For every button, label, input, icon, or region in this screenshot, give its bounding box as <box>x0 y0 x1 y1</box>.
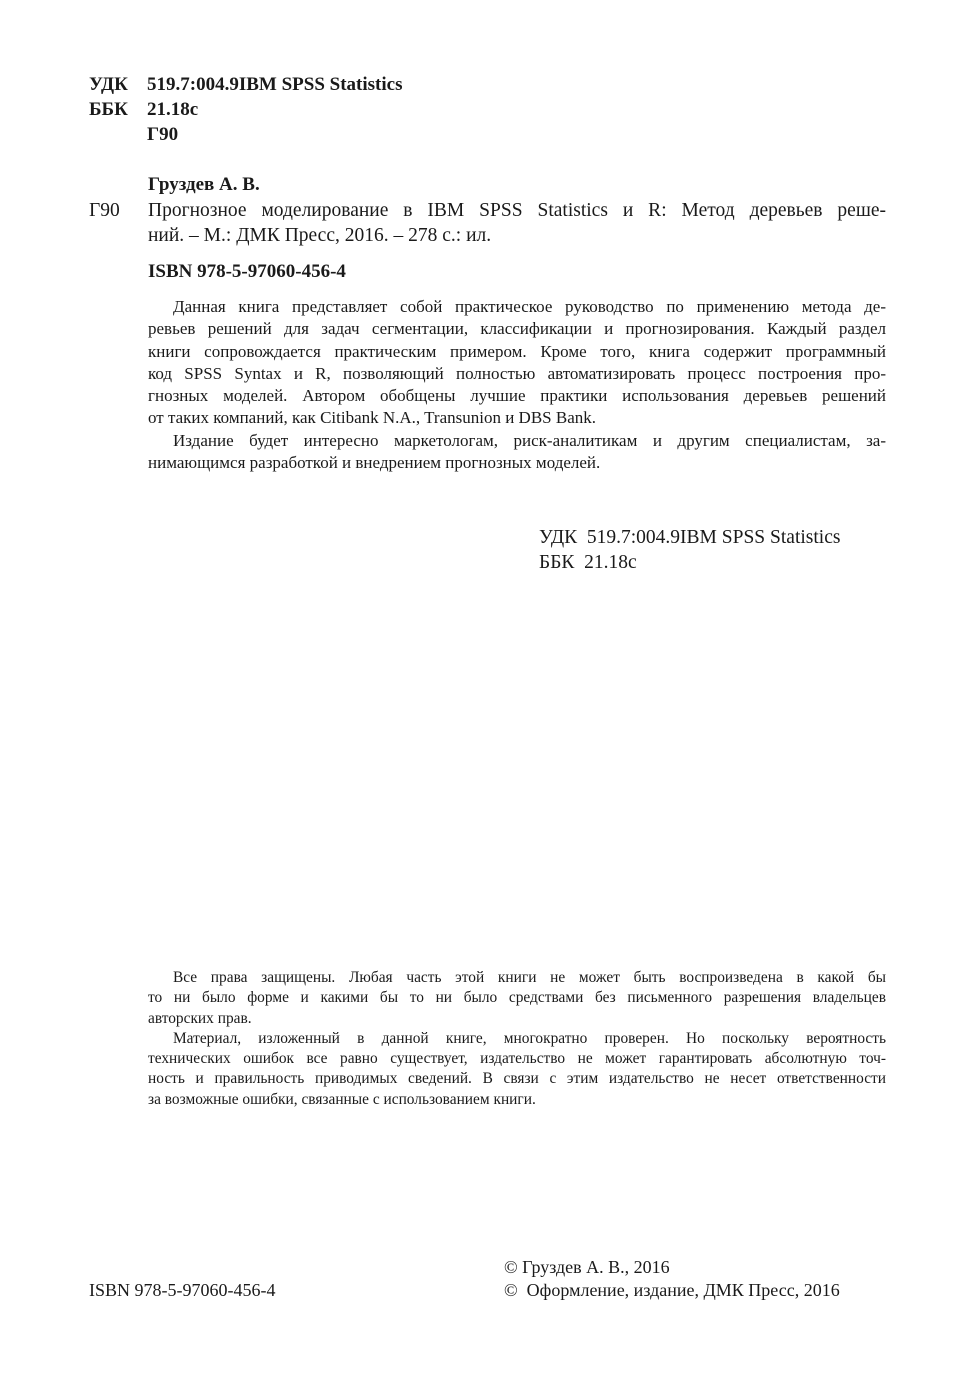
annotation <box>148 296 886 474</box>
book-title-line1: Прогнозное моделирование в IBM SPSS Statistics и R: Метод деревьев реше- <box>148 200 886 221</box>
rights-paragraph-2 <box>148 1029 886 1110</box>
bbk-header <box>89 99 489 123</box>
udk-label: УДК <box>89 74 128 95</box>
classification-bbk: ББК 21.18с <box>539 552 637 573</box>
classification-udk: УДК 519.7:004.9IBM SPSS Statistics <box>539 527 841 548</box>
copyright-author: © Груздев А. В., 2016 <box>504 1257 670 1277</box>
annotation-line: от таких компаний, как Citibank N.A., Transunion и DBS Bank. <box>148 408 597 428</box>
rights-paragraph-1 <box>148 968 886 1029</box>
book-title-line2: ний. – М.: ДМК Пресс, 2016. – 278 с.: ил. <box>148 225 492 246</box>
annotation-line: ревьев решений для задач сегментации, классификации и прогнозирования. Каждый раздел <box>148 319 886 339</box>
author-mark: Г90 <box>89 200 120 221</box>
bbk-value: 21.18с <box>147 99 199 120</box>
rights-line: авторских прав. <box>148 1009 252 1027</box>
rights-line: ность и правильность приводимых сведений. В связи с этим издательство не несет ответственности <box>148 1070 886 1088</box>
isbn-entry: ISBN 978-5-97060-456-4 <box>148 261 346 282</box>
author-name: Груздев А. В. <box>148 174 260 195</box>
rights-line: то ни было форме и какими бы то ни было средствами без письменного разрешения владельцев <box>148 989 886 1007</box>
annotation-line: гнозных моделей. Автором обобщены лучшие практики использования деревьев решений <box>148 386 886 406</box>
annotation-line: Данная книга представляет собой практическое руководство по применению метода де- <box>173 297 886 316</box>
annotation-line: нимающимся разработкой и внедрением прогнозных моделей. <box>148 453 601 473</box>
annotation-line: книги сопровождается практическим примером. Кроме того, книга содержит программный <box>148 341 886 361</box>
udk-value: 519.7:004.9IBM SPSS Statistics <box>147 74 403 95</box>
annotation-paragraph-1 <box>148 296 886 430</box>
rights-line: Все права защищены. Любая часть этой книги не может быть воспроизведена в какой бы <box>173 969 886 986</box>
rights-notice <box>148 968 886 1110</box>
rights-line: за возможные ошибки, связанные с использованием книги. <box>148 1090 536 1108</box>
annotation-paragraph-2 <box>148 430 886 475</box>
udk-header <box>89 74 489 98</box>
annotation-line: Издание будет интересно маркетологам, риск-аналитикам и другим специалистам, за- <box>173 430 886 450</box>
annotation-line: код SPSS Syntax и R, позволяющий полностью автоматизировать процесс построения про- <box>148 363 886 383</box>
bbk-label: ББК <box>89 99 128 120</box>
rights-line: технических ошибок все равно существует, издательство не может гарантировать абсолютную точ- <box>148 1050 886 1068</box>
copyright-publisher: © Оформление, издание, ДМК Пресс, 2016 <box>504 1280 840 1300</box>
footer-isbn: ISBN 978-5-97060-456-4 <box>89 1280 276 1300</box>
rights-line: Материал, изложенный в данной книге, многократно проверен. Но поскольку вероятность <box>173 1029 886 1047</box>
author-mark-header: Г90 <box>147 124 179 145</box>
